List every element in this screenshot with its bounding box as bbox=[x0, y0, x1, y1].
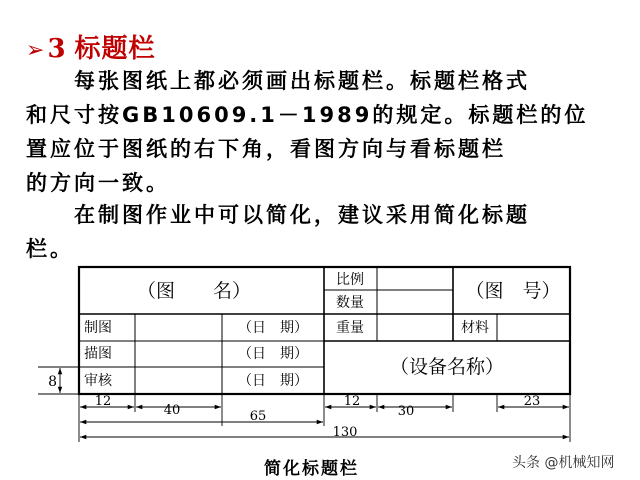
paragraph-line: 每张图纸上都必须画出标题栏。标题栏格式 bbox=[26, 69, 530, 93]
dim-label-8: 8 bbox=[48, 374, 57, 390]
date-cell: （日 期） bbox=[238, 320, 308, 336]
dim-label-30: 30 bbox=[397, 404, 415, 419]
date-cell: （日 期） bbox=[238, 346, 308, 362]
traced-by-label: 描图 bbox=[84, 346, 112, 362]
dimension-lines bbox=[60, 368, 569, 437]
paragraph-line: 置应位于图纸的右下角，看图方向与看标题栏 bbox=[26, 137, 506, 161]
watermark-text: 头条 @机械知网 bbox=[512, 455, 615, 471]
paragraph-line: 的方向一致。 bbox=[26, 171, 170, 195]
drawn-by-label: 制图 bbox=[84, 320, 112, 336]
dim-label-130: 130 bbox=[332, 425, 358, 440]
drawing-name-cell: （图 名） bbox=[136, 280, 252, 302]
dim-label-40: 40 bbox=[163, 403, 181, 418]
figure-caption: 简化标题栏 bbox=[264, 459, 359, 479]
section-number: 3 bbox=[47, 34, 67, 64]
material-label: 材料 bbox=[461, 320, 489, 336]
quantity-label: 数量 bbox=[336, 295, 364, 311]
equipment-name-cell: （设备名称） bbox=[389, 356, 505, 378]
scale-label: 比例 bbox=[336, 272, 364, 288]
date-cell: （日 期） bbox=[238, 373, 308, 389]
section-title: 标题栏 bbox=[74, 34, 156, 64]
dim-label-23: 23 bbox=[523, 394, 541, 409]
checked-by-label: 审核 bbox=[84, 373, 112, 389]
dim-label-12: 12 bbox=[94, 394, 112, 409]
drawing-number-cell: （图 号） bbox=[465, 280, 561, 302]
arrow-bullet-icon: ➢ bbox=[26, 38, 46, 63]
paragraph-line: 和尺寸按GB10609.1－1989的规定。标题栏的位 bbox=[26, 103, 589, 127]
paragraph-line: 在制图作业中可以简化，建议采用简化标题 bbox=[26, 203, 530, 227]
dim-label-12b: 12 bbox=[343, 394, 361, 409]
dim-label-65: 65 bbox=[249, 409, 267, 424]
weight-label: 重量 bbox=[336, 320, 364, 336]
paragraph-line: 栏。 bbox=[26, 237, 74, 261]
